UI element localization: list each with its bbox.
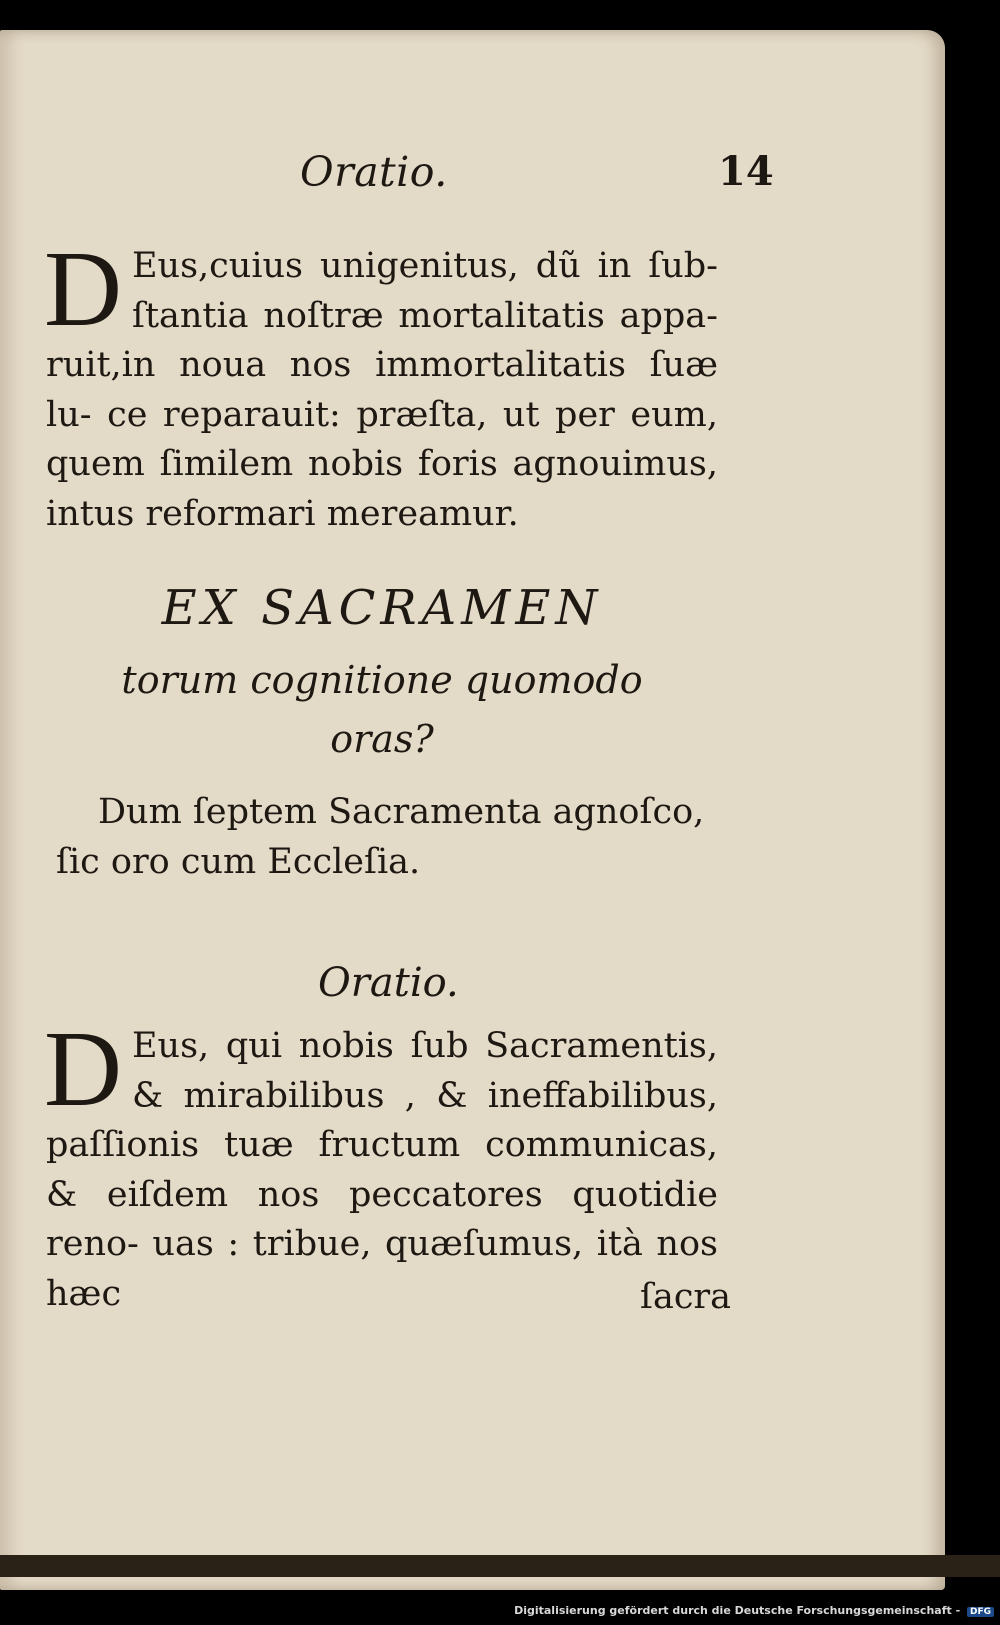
prayer-1 [44, 230, 718, 539]
prayer-2-text: Eus, qui nobis ſub Sacramentis, & mirabilibus , & ineffabilibus, paſſionis tuæ fructum communicas, & eiſdem nos peccatores quotidie reno- uas : tribue, quæſumus, ità nos hæc [46, 1026, 718, 1314]
dfg-logo: DFG [967, 1607, 994, 1617]
answer-line-1: Dum ſeptem Sacramenta agnoſco, [98, 792, 705, 832]
drop-cap: D [44, 1010, 122, 1129]
prayer-1-text: Eus,cuius unigenitus, dũ in ſub- ſtantia noſtræ mortalitatis appa- ruit,in noua nos immortalitatis ſuæ lu- ce reparauit: præſta, ut per eum, quem ſimilem nobis foris agnouimus, intus reformari mereamur. [46, 246, 718, 534]
drop-cap: D [44, 230, 122, 349]
section-heading-line-2: torum cognitione quomodo [121, 658, 643, 702]
subheading-oratio: Oratio. [318, 960, 459, 1006]
book-page [0, 30, 945, 1590]
catchword: ſacra [640, 1277, 732, 1317]
running-head-title: Oratio. [300, 148, 448, 196]
digitization-footer [514, 1604, 994, 1617]
page-number: 14 [718, 148, 774, 195]
footer-text: Digitalisierung gefördert durch die Deutsche Forschungsgemeinschaft - [514, 1604, 961, 1617]
book-edge [0, 1555, 1000, 1577]
prayer-2 [44, 1010, 718, 1319]
section-heading-line-1: EX SACRAMEN [161, 580, 603, 636]
answer-line-2: ſic oro cum Eccleſia. [56, 842, 421, 882]
section-heading-line-3: oras? [330, 717, 434, 761]
